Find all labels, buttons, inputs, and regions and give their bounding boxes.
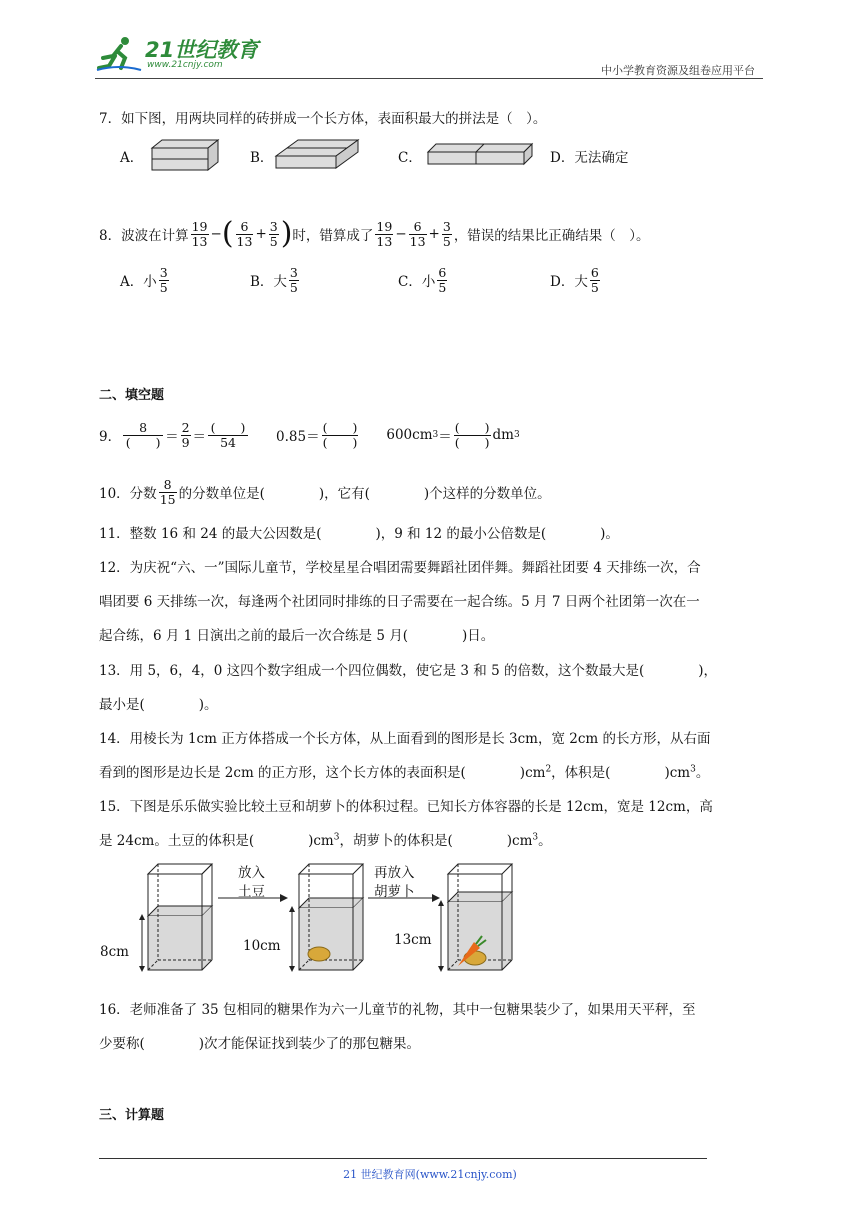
q7-option-c-label: C． bbox=[398, 150, 422, 166]
q7-option-b-label: B． bbox=[250, 150, 274, 166]
arrow-2-label-top: 再放入 bbox=[374, 865, 415, 881]
q7-options bbox=[120, 138, 680, 172]
q14-line-1: 14．用棱长为 1cm 正方体搭成一个长方体，从上面看到的图形是长 3cm，宽 2cm 的长方形，从右面 bbox=[99, 731, 711, 747]
header bbox=[95, 30, 763, 80]
fraction: $\frac{19}{13}$ bbox=[191, 218, 208, 249]
brick-end-to-end-figure bbox=[424, 140, 536, 170]
q8-option-c: C．小 $\frac{6}{5}$ bbox=[398, 264, 447, 295]
fraction: $\frac{6}{13}$ bbox=[409, 218, 426, 249]
fraction: $\frac{19}{13}$ bbox=[376, 218, 393, 249]
volume-experiment-figure bbox=[96, 858, 526, 976]
q15-line-2: 是 24cm。土豆的体积是( )$cm^3$，胡萝卜的体积是( )$cm^3$。 bbox=[99, 832, 552, 849]
q8-text-3: ，错误的结果比正确结果（ ）。 bbox=[453, 228, 650, 244]
container-2 bbox=[289, 864, 363, 972]
potato-icon bbox=[308, 947, 330, 961]
brick-side-by-side-figure bbox=[272, 138, 362, 172]
height-label-1: 8cm bbox=[100, 944, 129, 960]
platform-name: 中小学教育资源及组卷应用平台 bbox=[601, 64, 755, 77]
fraction: $\frac{3}{5}$ bbox=[269, 218, 278, 249]
q15-line-1: 15．下图是乐乐做实验比较土豆和胡萝卜的体积过程。已知长方体容器的长是 12cm，宽是 12cm，高 bbox=[99, 799, 713, 815]
q10: 10．分数 $\frac{8}{15}$ 的分数单位是( )，它有( )个这样的分数单位。 bbox=[99, 476, 551, 507]
q13-line-1: 13．用 5，6，4，0 这四个数字组成一个四位偶数，使它是 3 和 5 的倍数，这个数最大是( )， bbox=[99, 663, 717, 679]
logo-url: www.21cnjy.com bbox=[147, 60, 223, 70]
containers-diagram bbox=[96, 858, 526, 976]
footer-rule bbox=[99, 1158, 707, 1159]
fraction: $\frac{3}{5}$ bbox=[442, 218, 451, 249]
arrow-2-label-bottom: 胡萝卜 bbox=[374, 884, 415, 900]
q7-option-a-label: A． bbox=[120, 150, 144, 166]
q7-option-d-label: D．无法确定 bbox=[550, 150, 629, 166]
footer-text: 21 世纪教育网(www.21cnjy.com) bbox=[343, 1168, 517, 1181]
brick-stacked-figure bbox=[148, 138, 224, 172]
arrow-1-label-top: 放入 bbox=[238, 865, 265, 881]
q8-text-2: 时，错算成了 bbox=[292, 228, 374, 244]
q16-line-2: 少要称( )次才能保证找到装少了的那包糖果。 bbox=[99, 1036, 421, 1052]
q8-option-a: A．小 $\frac{3}{5}$ bbox=[120, 264, 168, 295]
height-label-3: 13cm bbox=[394, 932, 432, 948]
container-3 bbox=[438, 864, 512, 972]
section-title-fill-in: 二、填空题 bbox=[99, 388, 165, 403]
container-1 bbox=[139, 864, 212, 972]
logo-runner-icon bbox=[95, 34, 143, 74]
q12-line-2: 唱团要 6 天排练一次，每逢两个社团同时排练的日子需要在一起合练。5 月 7 日两个社团第一次在一 bbox=[99, 594, 700, 610]
q12-line-3: 起合练，6 月 1 日演出之前的最后一次合练是 5 月( )日。 bbox=[99, 628, 495, 644]
logo-text: 21世纪教育 bbox=[145, 38, 259, 62]
arrow-1-label-bottom: 土豆 bbox=[238, 884, 265, 900]
q14-line-2: 看到的图形是边长是 2cm 的正方形，这个长方体的表面积是( )$cm^2$，体积是( )$cm^3$。 bbox=[99, 764, 710, 781]
q8-stem: 8．波波在计算 $\frac{19}{13}$ − ( $\frac{6}{13}$ + $\frac{3}{5}$ ) 时，错算成了 $\frac{19}{13}$ − $\frac{6}{13}$ + $\frac{3}{5}$ ，错误的结果比正确结果（ ）。 bbox=[99, 216, 650, 251]
q9: 9． $\frac{8}{( )}$ ＝ $\frac{2}{9}$ ＝ $\frac{( )}{54}$ 0.85＝ $\frac{( )}{( )}$ 600cm 3 ＝ $\frac{( )}{( )}$ dm 3 bbox=[99, 419, 520, 450]
q16-line-1: 16．老师准备了 35 包相同的糖果作为六一儿童节的礼物，其中一包糖果装少了，如果用天平秤，至 bbox=[99, 1002, 696, 1018]
q8-options bbox=[120, 260, 640, 300]
q8-option-b: B．大 $\frac{3}{5}$ bbox=[250, 264, 298, 295]
q11: 11．整数 16 和 24 的最大公因数是( )，9 和 12 的最小公倍数是( )。 bbox=[99, 526, 619, 542]
q7-stem: 7．如下图，用两块同样的砖拼成一个长方体，表面积最大的拼法是（ ）。 bbox=[99, 111, 547, 127]
header-rule bbox=[95, 78, 763, 79]
q8-option-d: D．大 $\frac{6}{5}$ bbox=[550, 264, 599, 295]
section-title-calculation: 三、计算题 bbox=[99, 1108, 165, 1123]
q13-line-2: 最小是( )。 bbox=[99, 697, 218, 713]
q8-text-1: 8．波波在计算 bbox=[99, 228, 189, 244]
q12-line-1: 12．为庆祝“六、一”国际儿童节，学校星星合唱团需要舞蹈社团伴舞。舞蹈社团要 4 天排练一次，合 bbox=[99, 560, 701, 576]
fraction: $\frac{6}{13}$ bbox=[236, 218, 253, 249]
height-label-2: 10cm bbox=[243, 938, 281, 954]
